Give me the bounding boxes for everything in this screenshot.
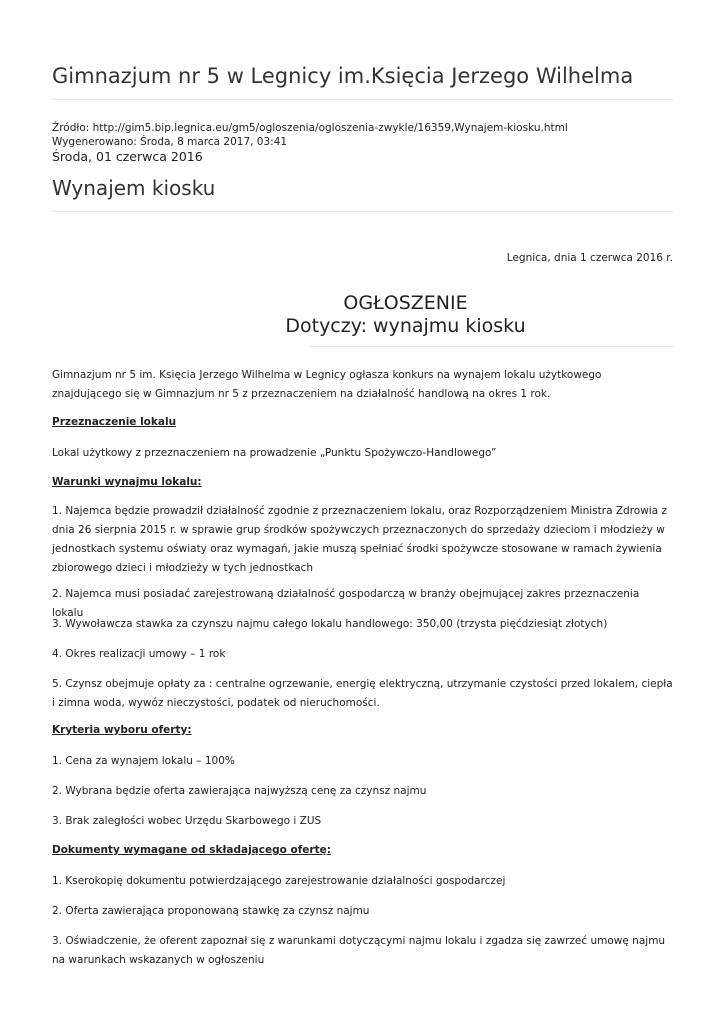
article-title: Wynajem kiosku: [52, 176, 216, 200]
announcement-heading: OGŁOSZENIE: [343, 292, 468, 314]
criteria-item: 2. Wybrana będzie oferta zawierająca najwyższą cenę za czynsz najmu: [52, 785, 427, 797]
condition-item: 3. Wywoławcza stawka za czynszu najmu całego lokalu handlowego: 350,00 (trzysta pięćdziesiąt złotych): [52, 618, 608, 630]
condition-item: 5. Czynsz obejmuje opłaty za : centralne ogrzewanie, energię elektryczną, utrzymanie czystości przed lokalem, ciepła i zimna woda, wywóz nieczystości, podatek od nieruchomości.: [52, 678, 673, 709]
divider: [310, 346, 673, 347]
purpose-paragraph: Lokal użytkowy z przeznaczeniem na prowadzenie „Punktu Spożywczo-Handlowego”: [52, 447, 497, 459]
document-item: 1. Kserokopię dokumentu potwierdzającego zarejestrowanie działalności gospodarczej: [52, 875, 506, 887]
criteria-item: 3. Brak zaległości wobec Urzędu Skarbowego i ZUS: [52, 815, 322, 827]
place-date: Legnica, dnia 1 czerwca 2016 r.: [506, 252, 673, 264]
announcement-subheading: Dotyczy: wynajmu kiosku: [285, 315, 526, 337]
criteria-item: 1. Cena za wynajem lokalu – 100%: [52, 755, 235, 767]
document-item: 2. Oferta zawierająca proponowaną stawkę za czynsz najmu: [52, 905, 370, 917]
generated-line: Wygenerowano: Środa, 8 marca 2017, 03:41: [52, 136, 288, 148]
site-title: Gimnazjum nr 5 w Legnicy im.Księcia Jerzego Wilhelma: [52, 64, 634, 88]
condition-item: 1. Najemca będzie prowadził działalność zgodnie z przeznaczeniem lokalu, oraz Rozporządzeniem Ministra Zdrowia z dnia 26 sierpnia 2015 r. w sprawie grup środków spożywczych przeznaczonych do sprzedaży dzieciom i młodzieży w jednostkach systemu oświaty oraz wymagań, jakie muszą spełniać środki spożywcze stosowane w ramach żywienia zbiorowego dzieci i młodzieży w tych jednostkach: [52, 505, 667, 574]
divider: [52, 99, 673, 100]
intro-paragraph: Gimnazjum nr 5 im. Księcia Jerzego Wilhelma w Legnicy ogłasza konkurs na wynajem lokalu użytkowego znajdującego się w Gimnazjum nr 5 z przeznaczeniem na działalność handlową na okres 1 rok.: [52, 369, 602, 400]
publication-date: Środa, 01 czerwca 2016: [52, 149, 203, 164]
document-item: 3. Oświadczenie, że oferent zapoznał się z warunkami dotyczącymi najmu lokalu i zgadza się zawrzeć umowę najmu na warunkach wskazanych w ogłoszeniu: [52, 935, 666, 966]
condition-item: 2. Najemca musi posiadać zarejestrowaną działalność gospodarczą w branży obejmującej zakres przeznaczenia lokalu: [52, 588, 640, 619]
section-heading-purpose: Przeznaczenie lokalu: [52, 416, 177, 428]
section-heading-conditions: Warunki wynajmu lokalu:: [52, 476, 202, 488]
source-line: Źródło: http://gim5.bip.legnica.eu/gm5/ogloszenia/ogloszenia-zwykle/16359,Wynajem-kiosku.html: [52, 122, 568, 134]
condition-item: 4. Okres realizacji umowy – 1 rok: [52, 648, 226, 660]
section-heading-documents: Dokumenty wymagane od składającego ofertę:: [52, 844, 331, 856]
section-heading-criteria: Kryteria wyboru oferty:: [52, 724, 192, 736]
divider: [52, 211, 673, 212]
